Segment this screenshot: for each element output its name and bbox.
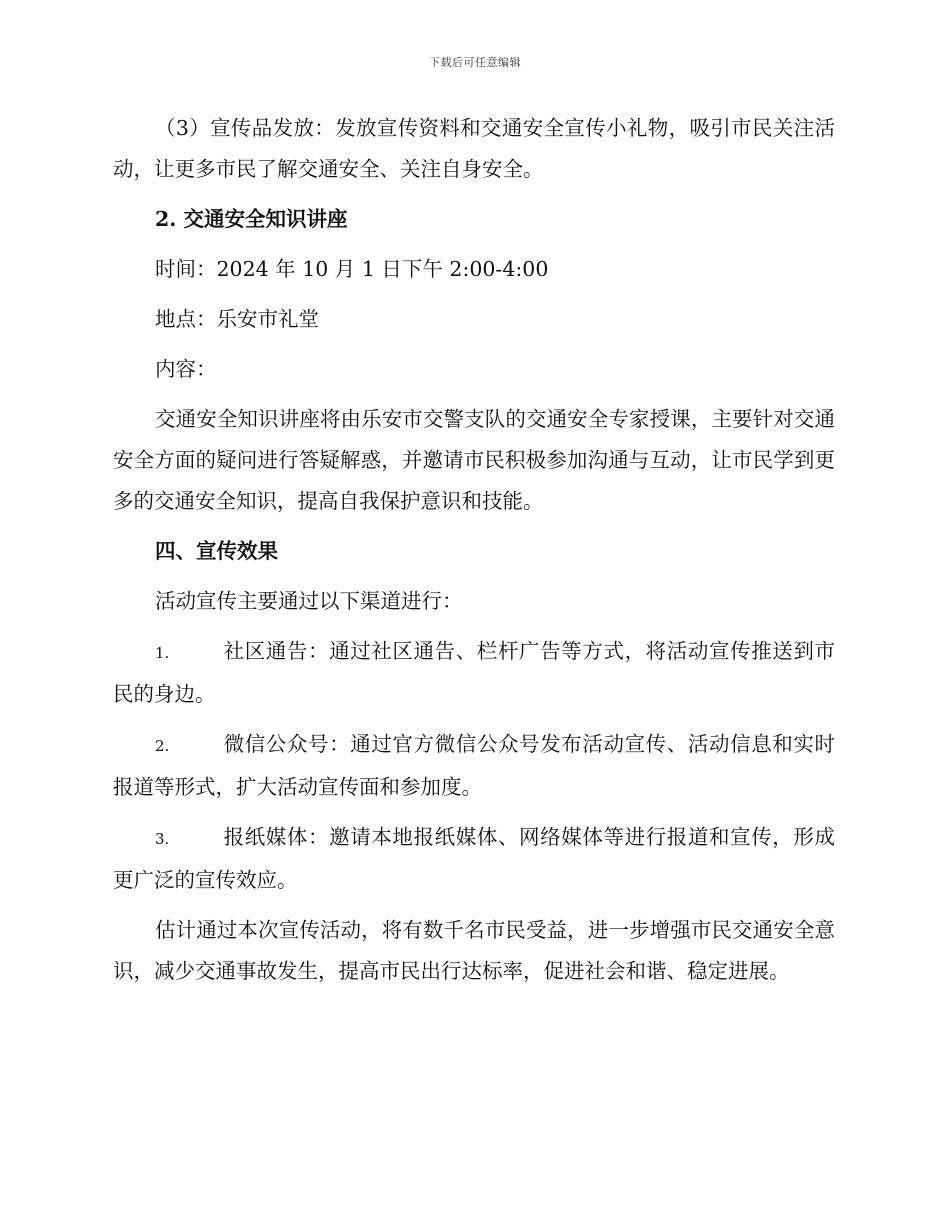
list-item-text: 报纸媒体：邀请本地报纸媒体、网络媒体等进行报道和宣传，形成更广泛的宣传效应。: [113, 825, 835, 892]
list-item: [113, 724, 835, 808]
lecture-place: 地点：乐安市礼堂: [155, 307, 319, 331]
section-heading-lecture: 2. 交通安全知识讲座: [155, 207, 348, 231]
paragraph-conclusion: 估计通过本次宣传活动，将有数千名市民受益，进一步增强市民交通安全意识，减少交通事故发生，提高市民出行达标率，促进社会和谐、稳定进展。: [113, 918, 835, 983]
list-item-number: 2.: [155, 737, 170, 755]
document-body: [113, 108, 835, 1001]
paragraph-lecture-description: 交通安全知识讲座将由乐安市交警支队的交通安全专家授课，主要针对交通安全方面的疑问进行答疑解惑，并邀请市民积极参加沟通与互动，让市民学到更多的交通安全知识，提高自我保护意识和技能。: [113, 407, 835, 513]
list-item: [113, 817, 835, 901]
paragraph-channels-intro: 活动宣传主要通过以下渠道进行：: [155, 589, 463, 613]
page-header: 下载后可任意编辑: [429, 56, 521, 69]
lecture-time: 时间：2024 年 10 月 1 日下午 2:00-4:00: [155, 257, 549, 281]
paragraph-promo-items: （3）宣传品发放：发放宣传资料和交通安全宣传小礼物，吸引市民关注活动，让更多市民了解交通安全、关注自身安全。: [113, 116, 835, 181]
list-item-number: 3.: [155, 830, 170, 848]
list-item-number: 1.: [155, 644, 170, 662]
list-item-text: 微信公众号：通过官方微信公众号发布活动宣传、活动信息和实时报道等形式，扩大活动宣传面和参加度。: [113, 732, 835, 799]
list-item: [113, 631, 835, 715]
lecture-content-label: 内容：: [155, 357, 217, 381]
section-heading-effect: 四、宣传效果: [155, 539, 278, 563]
list-item-text: 社区通告：通过社区通告、栏杆广告等方式，将活动宣传推送到市民的身边。: [113, 639, 835, 706]
